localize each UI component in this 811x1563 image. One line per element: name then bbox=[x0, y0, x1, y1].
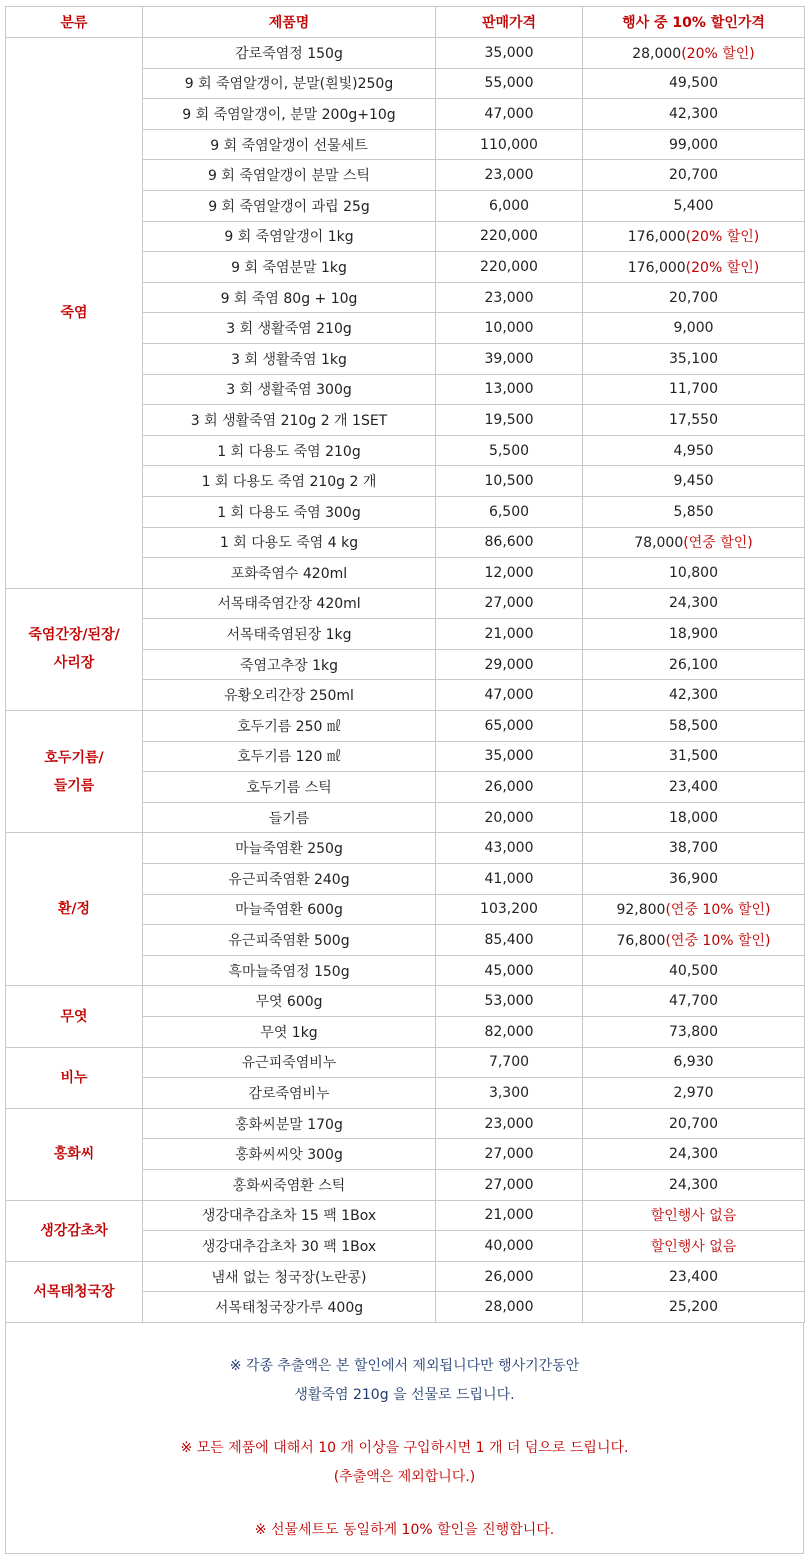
sale-price-cell bbox=[583, 252, 805, 283]
sale-price-value: 20,700 bbox=[669, 167, 718, 184]
sale-price-value: 99,000 bbox=[669, 136, 718, 153]
price-cell: 3,300 bbox=[436, 1078, 583, 1109]
price-cell: 39,000 bbox=[436, 343, 583, 374]
discount-note: (20% 할인) bbox=[681, 45, 755, 62]
product-name-cell: 유근피죽염환 240g bbox=[143, 864, 436, 895]
sale-price-cell bbox=[583, 38, 805, 69]
sale-price-cell bbox=[583, 1078, 805, 1109]
sale-price-value: 24,300 bbox=[669, 1176, 718, 1193]
sale-price-cell bbox=[583, 1261, 805, 1292]
sale-price-cell bbox=[583, 405, 805, 436]
product-name-cell: 홍화씨죽염환 스틱 bbox=[143, 1169, 436, 1200]
sale-price-cell bbox=[583, 741, 805, 772]
note-bonus-line1: ※ 모든 제품에 대해서 10 개 이상을 구입하시면 1 개 더 덤으로 드립니다. bbox=[180, 1439, 629, 1456]
product-name-cell: 포화죽염수 420ml bbox=[143, 558, 436, 589]
sale-price-cell bbox=[583, 558, 805, 589]
product-name-cell: 호두기름 스틱 bbox=[143, 772, 436, 803]
sale-price-value: 18,900 bbox=[669, 626, 718, 643]
category-cell: 홍화씨 bbox=[6, 1108, 143, 1200]
product-name-cell: 9 회 죽염알갱이 과립 25g bbox=[143, 190, 436, 221]
table-row bbox=[6, 833, 805, 864]
sale-price-value: 23,400 bbox=[669, 1268, 718, 1285]
product-name-cell: 감로죽염정 150g bbox=[143, 38, 436, 69]
sale-price-value: 20,700 bbox=[669, 1115, 718, 1132]
sale-price-value: 2,970 bbox=[673, 1084, 714, 1101]
header-row bbox=[6, 7, 805, 38]
product-name-cell: 1 회 다용도 죽염 300g bbox=[143, 496, 436, 527]
product-name-cell: 유근피죽염환 500g bbox=[143, 925, 436, 956]
price-cell: 47,000 bbox=[436, 680, 583, 711]
sale-price-cell bbox=[583, 649, 805, 680]
price-cell: 29,000 bbox=[436, 649, 583, 680]
product-name-cell: 3 회 생활죽염 210g 2 개 1SET bbox=[143, 405, 436, 436]
product-name-cell: 유황오리간장 250ml bbox=[143, 680, 436, 711]
price-cell: 6,500 bbox=[436, 496, 583, 527]
product-name-cell: 무엿 1kg bbox=[143, 1017, 436, 1048]
category-cell: 환/정 bbox=[6, 833, 143, 986]
sale-price-cell bbox=[583, 925, 805, 956]
sale-price-cell bbox=[583, 1017, 805, 1048]
price-cell: 7,700 bbox=[436, 1047, 583, 1078]
price-cell: 85,400 bbox=[436, 925, 583, 956]
note-extract-line1: ※ 각종 추출액은 본 할인에서 제외됩니다만 행사기간동안 bbox=[229, 1357, 580, 1374]
table-row bbox=[6, 1047, 805, 1078]
price-list bbox=[5, 6, 804, 1554]
discount-note: (20% 할인) bbox=[685, 259, 760, 276]
price-table bbox=[5, 6, 805, 1323]
sale-price-cell bbox=[583, 527, 805, 558]
sale-price-cell bbox=[583, 894, 805, 925]
sale-price-cell bbox=[583, 68, 805, 99]
note-extract-line2: 생활죽염 210g 을 선물로 드립니다. bbox=[294, 1386, 515, 1403]
price-cell: 28,000 bbox=[436, 1292, 583, 1323]
sale-price-value: 92,800 bbox=[616, 902, 666, 919]
product-name-cell: 생강대추감초차 30 팩 1Box bbox=[143, 1231, 436, 1262]
sale-price-cell bbox=[583, 955, 805, 986]
sale-price-value: 40,500 bbox=[669, 962, 718, 979]
price-cell: 26,000 bbox=[436, 1261, 583, 1292]
product-name-cell: 들기름 bbox=[143, 802, 436, 833]
product-name-cell: 9 회 죽염분말 1kg bbox=[143, 252, 436, 283]
sale-price-cell bbox=[583, 802, 805, 833]
sale-price-cell bbox=[583, 466, 805, 497]
discount-note: (연중 할인) bbox=[683, 535, 753, 552]
price-cell: 82,000 bbox=[436, 1017, 583, 1048]
sale-price-value: 5,400 bbox=[673, 197, 714, 214]
price-cell: 220,000 bbox=[436, 252, 583, 283]
sale-price-cell bbox=[583, 129, 805, 160]
table-row bbox=[6, 38, 805, 69]
price-cell: 23,000 bbox=[436, 282, 583, 313]
price-cell: 40,000 bbox=[436, 1231, 583, 1262]
product-name-cell: 감로죽염비누 bbox=[143, 1078, 436, 1109]
sale-price-cell bbox=[583, 374, 805, 405]
sale-price-cell bbox=[583, 313, 805, 344]
product-name-cell: 마늘죽염환 600g bbox=[143, 894, 436, 925]
sale-price-cell bbox=[583, 864, 805, 895]
sale-price-value: 26,100 bbox=[669, 656, 718, 673]
product-name-cell: 3 회 생활죽염 1kg bbox=[143, 343, 436, 374]
price-cell: 53,000 bbox=[436, 986, 583, 1017]
sale-price-value: 49,500 bbox=[669, 75, 718, 92]
price-cell: 220,000 bbox=[436, 221, 583, 252]
price-cell: 10,000 bbox=[436, 313, 583, 344]
table-row bbox=[6, 1200, 805, 1231]
sale-price-cell bbox=[583, 833, 805, 864]
discount-note: (20% 할인) bbox=[685, 229, 760, 246]
sale-price-value: 76,800 bbox=[616, 933, 666, 950]
sale-price-value: 58,500 bbox=[669, 717, 718, 734]
sale-price-value: 176,000 bbox=[627, 229, 686, 246]
price-cell: 20,000 bbox=[436, 802, 583, 833]
sale-price-cell bbox=[583, 772, 805, 803]
sale-price-value: 5,850 bbox=[673, 503, 714, 520]
price-cell: 5,500 bbox=[436, 435, 583, 466]
price-cell: 86,600 bbox=[436, 527, 583, 558]
category-cell: 서목태청국장 bbox=[6, 1261, 143, 1322]
sale-price-cell bbox=[583, 1139, 805, 1170]
sale-price-cell bbox=[583, 1292, 805, 1323]
product-name-cell: 홍화씨분말 170g bbox=[143, 1108, 436, 1139]
product-name-cell: 무엿 600g bbox=[143, 986, 436, 1017]
price-cell: 27,000 bbox=[436, 1139, 583, 1170]
price-cell: 12,000 bbox=[436, 558, 583, 589]
product-name-cell: 죽염고추장 1kg bbox=[143, 649, 436, 680]
sale-price-value: 31,500 bbox=[669, 748, 718, 765]
sale-price-cell bbox=[583, 986, 805, 1017]
price-cell: 41,000 bbox=[436, 864, 583, 895]
table-row bbox=[6, 588, 805, 619]
header-product: 제품명 bbox=[143, 7, 436, 38]
sale-price-cell bbox=[583, 588, 805, 619]
table-row bbox=[6, 1108, 805, 1139]
price-cell: 23,000 bbox=[436, 1108, 583, 1139]
price-cell: 55,000 bbox=[436, 68, 583, 99]
category-cell: 비누 bbox=[6, 1047, 143, 1108]
price-cell: 6,000 bbox=[436, 190, 583, 221]
note-gift-set: ※ 선물세트도 동일하게 10% 할인을 진행합니다. bbox=[254, 1521, 555, 1538]
product-name-cell: 9 회 죽염알갱이, 분말(흰빛)250g bbox=[143, 68, 436, 99]
table-row bbox=[6, 1261, 805, 1292]
price-cell: 110,000 bbox=[436, 129, 583, 160]
table-row bbox=[6, 986, 805, 1017]
category-cell: 무엿 bbox=[6, 986, 143, 1047]
sale-price-value: 73,800 bbox=[669, 1023, 718, 1040]
product-name-cell: 호두기름 250 ㎖ bbox=[143, 711, 436, 742]
product-name-cell: 9 회 죽염알갱이, 분말 200g+10g bbox=[143, 99, 436, 130]
discount-note: 할인행사 없음 bbox=[650, 1208, 737, 1225]
price-cell: 27,000 bbox=[436, 588, 583, 619]
sale-price-cell bbox=[583, 711, 805, 742]
price-cell: 13,000 bbox=[436, 374, 583, 405]
price-cell: 65,000 bbox=[436, 711, 583, 742]
sale-price-value: 24,300 bbox=[669, 595, 718, 612]
product-name-cell: 유근피죽염비누 bbox=[143, 1047, 436, 1078]
notes-box bbox=[5, 1323, 804, 1554]
product-name-cell: 9 회 죽염알갱이 1kg bbox=[143, 221, 436, 252]
product-name-cell: 1 회 다용도 죽염 210g 2 개 bbox=[143, 466, 436, 497]
sale-price-value: 47,700 bbox=[669, 993, 718, 1010]
sale-price-value: 24,300 bbox=[669, 1146, 718, 1163]
sale-price-value: 35,100 bbox=[669, 350, 718, 367]
price-cell: 26,000 bbox=[436, 772, 583, 803]
sale-price-value: 78,000 bbox=[634, 535, 684, 552]
price-cell: 10,500 bbox=[436, 466, 583, 497]
product-name-cell: 생강대추감초차 15 팩 1Box bbox=[143, 1200, 436, 1231]
sale-price-cell bbox=[583, 99, 805, 130]
sale-price-cell bbox=[583, 680, 805, 711]
price-cell: 45,000 bbox=[436, 955, 583, 986]
sale-price-cell bbox=[583, 496, 805, 527]
price-cell: 21,000 bbox=[436, 619, 583, 650]
sale-price-value: 38,700 bbox=[669, 840, 718, 857]
product-name-cell: 흑마늘죽염정 150g bbox=[143, 955, 436, 986]
product-name-cell: 서목태죽염된장 1kg bbox=[143, 619, 436, 650]
product-name-cell: 홍화씨씨앗 300g bbox=[143, 1139, 436, 1170]
product-name-cell: 마늘죽염환 250g bbox=[143, 833, 436, 864]
table-body bbox=[6, 38, 805, 1323]
sale-price-value: 17,550 bbox=[669, 411, 718, 428]
sale-price-value: 9,450 bbox=[673, 473, 714, 490]
sale-price-value: 18,000 bbox=[669, 809, 718, 826]
product-name-cell: 서목태청국장가루 400g bbox=[143, 1292, 436, 1323]
sale-price-cell bbox=[583, 1108, 805, 1139]
sale-price-value: 36,900 bbox=[669, 870, 718, 887]
product-name-cell: 1 회 다용도 죽염 210g bbox=[143, 435, 436, 466]
product-name-cell: 1 회 다용도 죽염 4 kg bbox=[143, 527, 436, 558]
sale-price-value: 11,700 bbox=[669, 381, 718, 398]
product-name-cell: 3 회 생활죽염 210g bbox=[143, 313, 436, 344]
category-cell: 호두기름/ 들기름 bbox=[6, 711, 143, 833]
sale-price-value: 176,000 bbox=[627, 259, 686, 276]
sale-price-cell bbox=[583, 282, 805, 313]
product-name-cell: 9 회 죽염알갱이 선물세트 bbox=[143, 129, 436, 160]
sale-price-cell bbox=[583, 221, 805, 252]
product-name-cell: 9 회 죽염 80g + 10g bbox=[143, 282, 436, 313]
sale-price-cell bbox=[583, 1169, 805, 1200]
table-row bbox=[6, 711, 805, 742]
category-cell: 죽염간장/된장/ 사리장 bbox=[6, 588, 143, 710]
discount-note: (연중 10% 할인) bbox=[665, 933, 771, 950]
header-category: 분류 bbox=[6, 7, 143, 38]
discount-note: 할인행사 없음 bbox=[650, 1238, 737, 1255]
sale-price-value: 42,300 bbox=[669, 105, 718, 122]
sale-price-cell bbox=[583, 1200, 805, 1231]
sale-price-cell bbox=[583, 160, 805, 191]
note-bonus-line2: (추출액은 제외합니다.) bbox=[333, 1468, 476, 1485]
sale-price-value: 42,300 bbox=[669, 687, 718, 704]
discount-note: (연중 10% 할인) bbox=[665, 902, 771, 919]
sale-price-cell bbox=[583, 1231, 805, 1262]
price-cell: 103,200 bbox=[436, 894, 583, 925]
sale-price-value: 25,200 bbox=[669, 1299, 718, 1316]
sale-price-cell bbox=[583, 619, 805, 650]
sale-price-cell bbox=[583, 343, 805, 374]
sale-price-cell bbox=[583, 1047, 805, 1078]
sale-price-cell bbox=[583, 190, 805, 221]
header-price: 판매가격 bbox=[436, 7, 583, 38]
header-sale-price: 행사 중 10% 할인가격 bbox=[583, 7, 805, 38]
price-cell: 43,000 bbox=[436, 833, 583, 864]
sale-price-value: 20,700 bbox=[669, 289, 718, 306]
price-cell: 19,500 bbox=[436, 405, 583, 436]
category-cell: 죽염 bbox=[6, 38, 143, 589]
sale-price-cell bbox=[583, 435, 805, 466]
product-name-cell: 3 회 생활죽염 300g bbox=[143, 374, 436, 405]
price-cell: 23,000 bbox=[436, 160, 583, 191]
price-cell: 21,000 bbox=[436, 1200, 583, 1231]
sale-price-value: 10,800 bbox=[669, 564, 718, 581]
product-name-cell: 9 회 죽염알갱이 분말 스틱 bbox=[143, 160, 436, 191]
sale-price-value: 23,400 bbox=[669, 779, 718, 796]
category-cell: 생강감초차 bbox=[6, 1200, 143, 1261]
sale-price-value: 28,000 bbox=[632, 45, 682, 62]
price-cell: 27,000 bbox=[436, 1169, 583, 1200]
price-cell: 35,000 bbox=[436, 741, 583, 772]
product-name-cell: 서목태죽염간장 420ml bbox=[143, 588, 436, 619]
price-cell: 47,000 bbox=[436, 99, 583, 130]
sale-price-value: 4,950 bbox=[673, 442, 714, 459]
price-cell: 35,000 bbox=[436, 38, 583, 69]
sale-price-value: 6,930 bbox=[673, 1054, 714, 1071]
sale-price-value: 9,000 bbox=[673, 320, 714, 337]
product-name-cell: 호두기름 120 ㎖ bbox=[143, 741, 436, 772]
product-name-cell: 냄새 없는 청국장(노란콩) bbox=[143, 1261, 436, 1292]
